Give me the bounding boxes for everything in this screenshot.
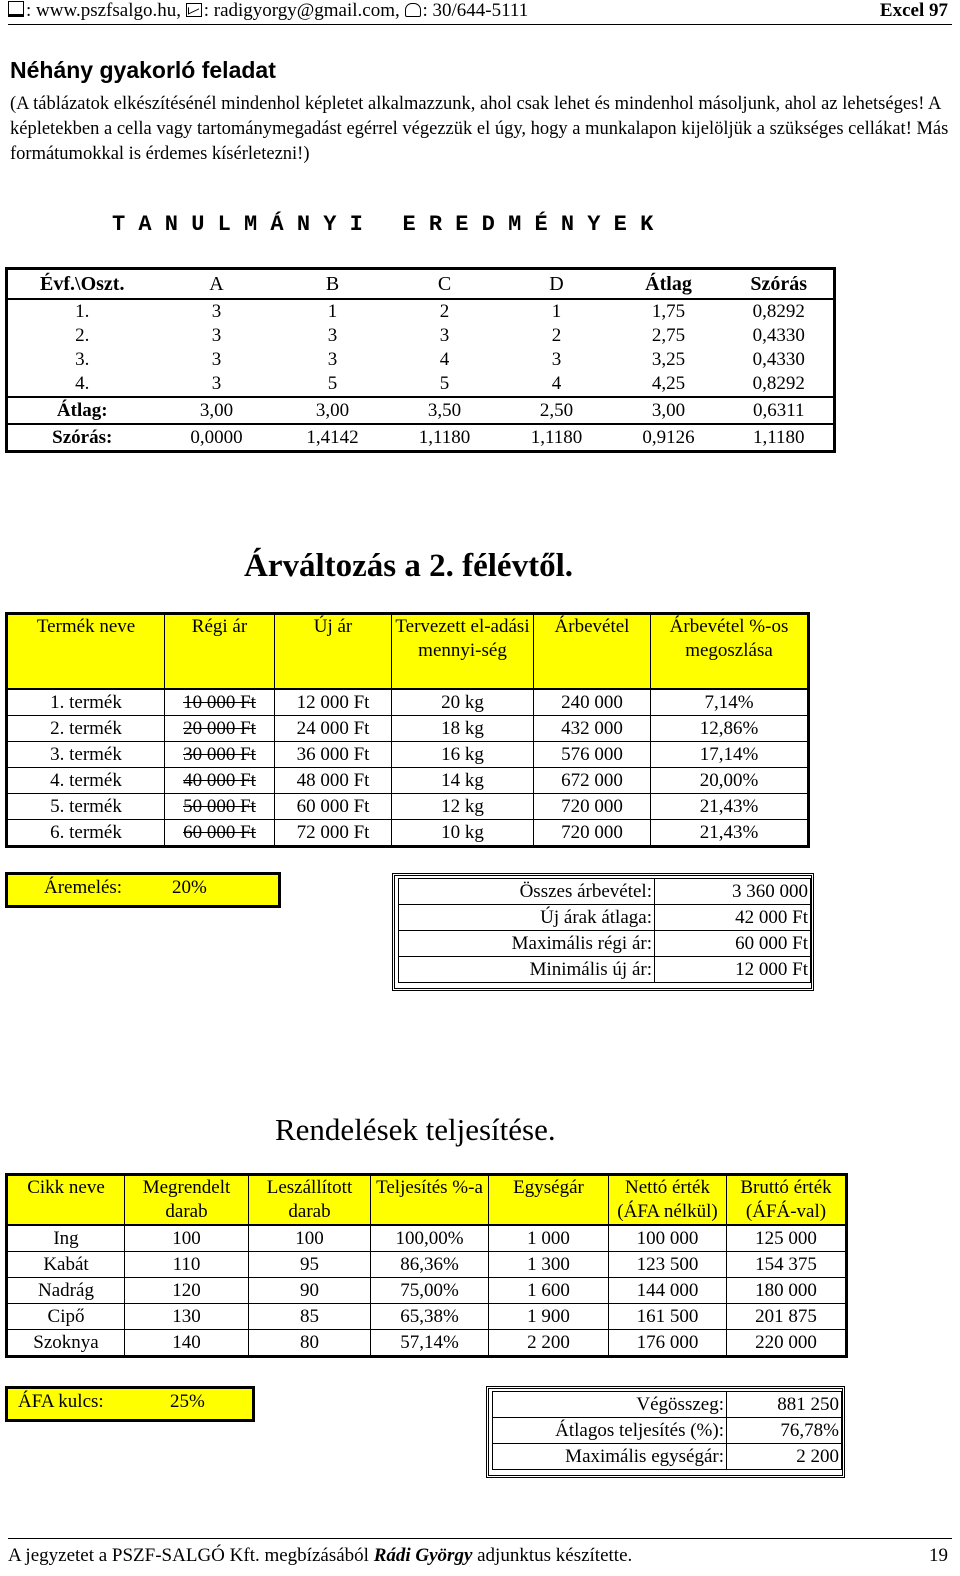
header-email[interactable]: : radigyorgy@gmail.com, <box>203 0 405 21</box>
table-row <box>7 794 809 820</box>
table-row <box>7 1330 847 1357</box>
table-row <box>7 689 809 716</box>
summary-value[interactable]: 2 200 <box>727 1444 842 1470</box>
table2-cell[interactable]: 17,14% <box>651 742 809 768</box>
table1-average-cell[interactable]: 3,00 <box>157 397 277 424</box>
table3-header-cell[interactable]: Teljesítés %-a <box>371 1175 489 1226</box>
table2-cell[interactable]: 48 000 Ft <box>275 768 392 794</box>
summary-label[interactable]: Új árak átlaga: <box>399 905 655 931</box>
table2-cell[interactable]: 5. termék <box>7 794 165 820</box>
summary-value[interactable]: 42 000 Ft <box>655 905 811 931</box>
table1-average-cell[interactable]: 2,50 <box>501 397 613 424</box>
table1-cell[interactable]: 1. <box>75 301 90 322</box>
table2-cell[interactable]: 4. termék <box>7 768 165 794</box>
table2-header-cell[interactable]: Tervezett el-adási mennyi-ség <box>392 614 534 690</box>
table1-cell[interactable]: 0,4330 <box>752 325 805 346</box>
table1-stddev-cell[interactable]: 1,1180 <box>389 424 501 452</box>
table3-cell[interactable]: 75,00% <box>371 1278 489 1304</box>
table1-average-cell[interactable]: 3,50 <box>389 397 501 424</box>
table-row <box>399 879 811 905</box>
table3-cell[interactable]: 1 900 <box>489 1304 609 1330</box>
intro-paragraph: (A táblázatok elkészítésénél mindenhol képletet alkalmazzunk, ahol csak lehet és mindenhol másoljunk, ahol az lehetséges! A képletekben a cella vagy tartománymegadást egérrel végezzük el úgy, hogy a munkalapon kijelöljük a szükséges cellákat! Más formátumokkal is érdemes kísérletezni!) <box>10 94 949 164</box>
table2-cell[interactable]: 10 000 Ft <box>165 689 275 716</box>
table2-cell[interactable]: 12 000 Ft <box>275 689 392 716</box>
table3-cell[interactable]: 144 000 <box>609 1278 727 1304</box>
table3-header-cell[interactable]: Egységár <box>489 1175 609 1226</box>
table1-stddev-cell[interactable]: 0,0000 <box>157 424 277 452</box>
page-title: Néhány gyakorló feladat <box>10 57 276 83</box>
table3-cell[interactable]: 130 <box>125 1304 249 1330</box>
table1-cell[interactable]: 3,25 <box>651 349 686 370</box>
table-row <box>493 1444 842 1470</box>
footer-author: Rádi György <box>373 1545 473 1566</box>
table1-average-cell[interactable]: 3,00 <box>613 397 725 424</box>
footer-text-after: adjunktus készítette. <box>472 1545 633 1566</box>
summary-label[interactable]: Végösszeg: <box>493 1392 727 1418</box>
table1-cell[interactable]: 4 <box>439 349 450 370</box>
summary-label[interactable]: Minimális új ár: <box>399 957 655 983</box>
summary-value[interactable]: 881 250 <box>727 1392 842 1418</box>
table3-cell[interactable]: 57,14% <box>371 1330 489 1357</box>
table1-cell[interactable]: 3 <box>551 349 562 370</box>
table2-cell[interactable]: 240 000 <box>534 689 651 716</box>
table3-header-cell[interactable]: Megrendelt darab <box>125 1175 249 1226</box>
table1-header-cell[interactable]: B <box>277 269 389 300</box>
table3-cell[interactable]: 1 600 <box>489 1278 609 1304</box>
table3-cell[interactable]: 1 000 <box>489 1225 609 1252</box>
table3-header-cell[interactable]: Nettó érték (ÁFA nélkül) <box>609 1175 727 1226</box>
table2-cell[interactable]: 14 kg <box>392 768 534 794</box>
page-number: 19 <box>929 1545 948 1566</box>
table3-cell[interactable]: Nadrág <box>7 1278 125 1304</box>
table3-cell[interactable]: 123 500 <box>609 1252 727 1278</box>
table1-cell[interactable]: 3 <box>327 325 338 346</box>
header-phone: : 30/644-5111 <box>422 0 529 21</box>
table1-average-cell[interactable]: Átlag: <box>7 397 157 424</box>
footer-text-before: A jegyzetet a PSZF-SALGÓ Kft. megbízásából <box>8 1545 374 1566</box>
table3-title: Rendelések teljesítése. <box>275 1112 556 1147</box>
table3-cell[interactable]: 90 <box>249 1278 371 1304</box>
envelope-icon <box>186 3 202 17</box>
table-row <box>7 324 835 348</box>
table2-header-cell[interactable]: Árbevétel %-os megoszlása <box>651 614 809 690</box>
table2-cell[interactable]: 2. termék <box>7 716 165 742</box>
table3-cell[interactable]: 100,00% <box>371 1225 489 1252</box>
table1-cell[interactable]: 3 <box>211 301 222 322</box>
table-row <box>493 1418 842 1444</box>
study-results-table <box>5 267 836 453</box>
table2-cell[interactable]: 50 000 Ft <box>165 794 275 820</box>
table-row <box>7 1252 847 1278</box>
table3-cell[interactable]: 220 000 <box>727 1330 847 1357</box>
summary-label[interactable]: Maximális egységár: <box>493 1444 727 1470</box>
table-row <box>7 742 809 768</box>
table1-cell[interactable]: 3 <box>211 349 222 370</box>
table2-header-cell[interactable]: Termék neve <box>7 614 165 690</box>
table3-cell[interactable]: 180 000 <box>727 1278 847 1304</box>
table3-cell[interactable]: 154 375 <box>727 1252 847 1278</box>
computer-icon <box>8 1 24 17</box>
table1-title: T A N U L M Á N Y I E R E D M É N Y E K <box>112 212 654 237</box>
table1-cell[interactable]: 2. <box>75 325 90 346</box>
table2-cell[interactable]: 72 000 Ft <box>275 820 392 847</box>
table2-cell[interactable]: 20,00% <box>651 768 809 794</box>
table1-header-cell[interactable]: C <box>389 269 501 300</box>
table2-cell[interactable]: 40 000 Ft <box>165 768 275 794</box>
table-row <box>7 1278 847 1304</box>
table1-cell[interactable]: 4 <box>551 373 562 394</box>
table1-header-cell[interactable]: Szórás <box>725 269 835 300</box>
table1-header-cell[interactable]: D <box>501 269 613 300</box>
table1-cell[interactable]: 2,75 <box>651 325 686 346</box>
table2-cell[interactable]: 30 000 Ft <box>165 742 275 768</box>
table3-cell[interactable]: 201 875 <box>727 1304 847 1330</box>
table1-cell[interactable]: 4. <box>75 373 90 394</box>
table1-cell[interactable]: 0,8292 <box>752 373 805 394</box>
table1-cell[interactable]: 4,25 <box>651 373 686 394</box>
table2-header-cell[interactable]: Új ár <box>275 614 392 690</box>
table3-header-cell[interactable]: Bruttó érték (ÁFÁ-val) <box>727 1175 847 1226</box>
table2-title: Árváltozás a 2. félévtől. <box>244 548 573 584</box>
table-row <box>7 424 835 452</box>
table3-cell[interactable]: 125 000 <box>727 1225 847 1252</box>
table3-header-cell[interactable]: Leszállított darab <box>249 1175 371 1226</box>
table2-cell[interactable]: 7,14% <box>651 689 809 716</box>
table2-header-cell[interactable]: Árbevétel <box>534 614 651 690</box>
table1-cell[interactable]: 3 <box>211 373 222 394</box>
table-row <box>7 299 835 324</box>
price-change-table <box>5 612 810 848</box>
table2-cell[interactable]: 432 000 <box>534 716 651 742</box>
phone-icon <box>405 3 421 17</box>
table3-cell[interactable]: 86,36% <box>371 1252 489 1278</box>
table-row <box>7 397 835 424</box>
table1-cell[interactable]: 1 <box>551 301 562 322</box>
vat-rate-value: 25% <box>170 1391 205 1412</box>
table1-cell[interactable]: 3 <box>439 325 450 346</box>
table-row <box>7 1225 847 1252</box>
orders-summary-table <box>492 1391 842 1470</box>
table2-cell[interactable]: 24 000 Ft <box>275 716 392 742</box>
table1-header-cell[interactable]: Átlag <box>613 269 725 300</box>
table-row <box>7 820 809 847</box>
table1-cell[interactable]: 3. <box>75 349 90 370</box>
table-row <box>7 716 809 742</box>
vat-rate-label: ÁFA kulcs: <box>18 1391 104 1412</box>
table-row <box>399 931 811 957</box>
table2-cell[interactable]: 60 000 Ft <box>275 794 392 820</box>
table3-header-cell[interactable]: Cikk neve <box>7 1175 125 1226</box>
table3-cell[interactable]: 140 <box>125 1330 249 1357</box>
table-row <box>7 1304 847 1330</box>
table2-cell[interactable]: 6. termék <box>7 820 165 847</box>
table2-cell[interactable]: 16 kg <box>392 742 534 768</box>
table1-stddev-cell[interactable]: 0,9126 <box>613 424 725 452</box>
table3-cell[interactable]: 161 500 <box>609 1304 727 1330</box>
orders-table <box>5 1173 848 1358</box>
table2-cell[interactable]: 12 kg <box>392 794 534 820</box>
summary-value[interactable]: 60 000 Ft <box>655 931 811 957</box>
table1-stddev-cell[interactable]: 1,1180 <box>725 424 835 452</box>
table3-cell[interactable]: 85 <box>249 1304 371 1330</box>
table3-cell[interactable]: Szoknya <box>7 1330 125 1357</box>
table1-stddev-cell[interactable]: 1,4142 <box>277 424 389 452</box>
table3-cell[interactable]: 100 <box>125 1225 249 1252</box>
summary-value[interactable]: 76,78% <box>727 1418 842 1444</box>
table3-cell[interactable]: 1 300 <box>489 1252 609 1278</box>
table2-cell[interactable]: 3. termék <box>7 742 165 768</box>
table3-cell[interactable]: 176 000 <box>609 1330 727 1357</box>
header-website[interactable]: : www.pszfsalgo.hu, <box>26 0 186 21</box>
page-footer <box>8 1538 952 1569</box>
table3-cell[interactable]: Cipő <box>7 1304 125 1330</box>
table1-cell[interactable]: 1,75 <box>651 301 686 322</box>
table-row <box>7 348 835 372</box>
summary-label[interactable]: Összes árbevétel: <box>399 879 655 905</box>
table3-cell[interactable]: 80 <box>249 1330 371 1357</box>
table2-cell[interactable]: 18 kg <box>392 716 534 742</box>
table-row <box>7 768 809 794</box>
table3-cell[interactable]: 120 <box>125 1278 249 1304</box>
price-summary-table <box>398 878 811 983</box>
vat-rate-box[interactable] <box>5 1386 255 1422</box>
table1-stddev-cell[interactable]: 1,1180 <box>501 424 613 452</box>
summary-label[interactable]: Átlagos teljesítés (%): <box>493 1418 727 1444</box>
table2-header-cell[interactable]: Régi ár <box>165 614 275 690</box>
table2-cell[interactable]: 60 000 Ft <box>165 820 275 847</box>
table3-cell[interactable]: 100 <box>249 1225 371 1252</box>
table2-cell[interactable]: 10 kg <box>392 820 534 847</box>
table1-average-cell[interactable]: 0,6311 <box>725 397 835 424</box>
table2-cell[interactable]: 21,43% <box>651 794 809 820</box>
table1-cell[interactable]: 2 <box>551 325 562 346</box>
table3-cell[interactable]: 110 <box>125 1252 249 1278</box>
summary-label[interactable]: Maximális régi ár: <box>399 931 655 957</box>
header-contacts <box>8 0 528 22</box>
table1-stddev-cell[interactable]: Szórás: <box>7 424 157 452</box>
footer-credit <box>8 1545 632 1567</box>
summary-value[interactable]: 12 000 Ft <box>655 957 811 983</box>
table-row <box>7 372 835 397</box>
table1-cell[interactable]: 3 <box>211 325 222 346</box>
table1-header-cell[interactable]: A <box>157 269 277 300</box>
table1-cell[interactable]: 2 <box>439 301 450 322</box>
table2-cell[interactable]: 576 000 <box>534 742 651 768</box>
table2-cell[interactable]: 720 000 <box>534 794 651 820</box>
table2-cell[interactable]: 672 000 <box>534 768 651 794</box>
table1-cell[interactable]: 0,8292 <box>752 301 805 322</box>
table2-cell[interactable]: 20 kg <box>392 689 534 716</box>
table2-cell[interactable]: 36 000 Ft <box>275 742 392 768</box>
table1-cell[interactable]: 1 <box>327 301 338 322</box>
table-row <box>493 1392 842 1418</box>
table2-cell[interactable]: 12,86% <box>651 716 809 742</box>
table2-cell[interactable]: 21,43% <box>651 820 809 847</box>
table1-cell[interactable]: 5 <box>439 373 450 394</box>
table1-cell[interactable]: 5 <box>327 373 338 394</box>
table2-cell[interactable]: 1. termék <box>7 689 165 716</box>
table1-header-cell[interactable]: Évf.\Oszt. <box>7 269 157 300</box>
table3-cell[interactable]: 65,38% <box>371 1304 489 1330</box>
price-raise-value: 20% <box>172 877 207 898</box>
table-row <box>399 905 811 931</box>
table3-cell[interactable]: 95 <box>249 1252 371 1278</box>
price-raise-box[interactable] <box>5 872 281 908</box>
header-app-name: Excel 97 <box>879 0 948 21</box>
table3-cell[interactable]: Kabát <box>7 1252 125 1278</box>
table2-cell[interactable]: 20 000 Ft <box>165 716 275 742</box>
price-raise-label: Áremelés: <box>44 877 123 898</box>
table1-average-cell[interactable]: 3,00 <box>277 397 389 424</box>
table3-cell[interactable]: Ing <box>7 1225 125 1252</box>
table3-cell[interactable]: 100 000 <box>609 1225 727 1252</box>
table1-cell[interactable]: 0,4330 <box>752 349 805 370</box>
page-header <box>8 0 952 25</box>
table2-cell[interactable]: 720 000 <box>534 820 651 847</box>
table-row <box>399 957 811 983</box>
table1-cell[interactable]: 3 <box>327 349 338 370</box>
table3-cell[interactable]: 2 200 <box>489 1330 609 1357</box>
summary-value[interactable]: 3 360 000 <box>655 879 811 905</box>
